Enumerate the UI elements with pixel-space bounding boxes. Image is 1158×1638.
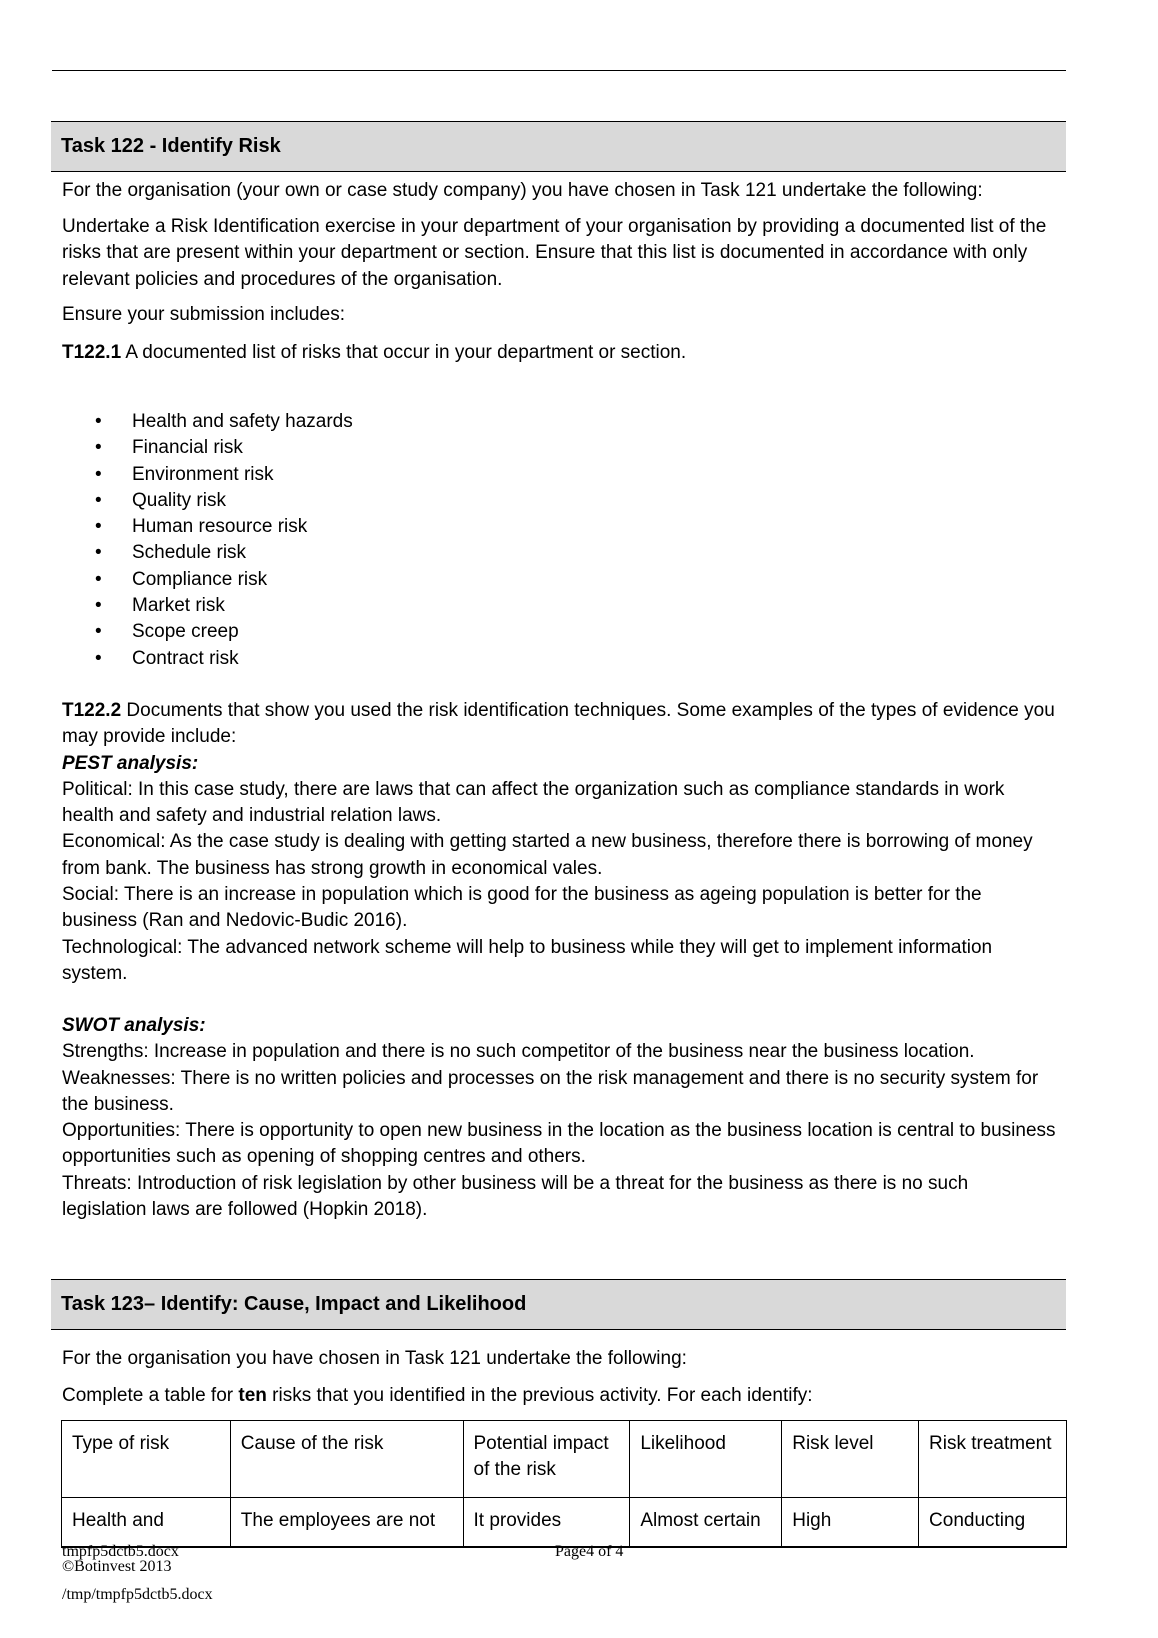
swot-strengths: Strengths: Increase in population and there is no such competitor of the business near the business location. xyxy=(62,1041,975,1063)
table-header-row xyxy=(62,1421,1067,1498)
risk-item-label: Financial risk xyxy=(132,437,243,459)
t122-2-text: Documents that show you used the risk identification techniques. Some examples of the types of evidence you may provide include: xyxy=(62,700,1055,748)
task-122-ensure: Ensure your submission includes: xyxy=(62,304,346,325)
list-item xyxy=(62,540,353,566)
bullet-icon: • xyxy=(95,463,102,485)
pest-technological: Technological: The advanced network scheme will help to business while they will get to implement information system. xyxy=(62,936,993,984)
table-header-cell: Risk treatment xyxy=(919,1421,1067,1498)
cell-text: High xyxy=(792,1510,832,1531)
list-item xyxy=(62,619,353,645)
t122-1-text: A documented list of risks that occur in your department or section. xyxy=(121,342,687,363)
t122-1-label: T122.1 xyxy=(62,342,122,363)
bullet-icon: • xyxy=(95,542,102,564)
list-item xyxy=(62,593,353,619)
bullet-icon: • xyxy=(95,489,102,511)
list-item xyxy=(62,514,353,540)
list-item xyxy=(62,409,353,435)
list-item xyxy=(62,462,353,488)
table-header-cell: Type of risk xyxy=(62,1421,231,1498)
swot-opportunities: Opportunities: There is opportunity to open new business in the location as the business location is central to business opportunities such as opening of shopping centres and others. xyxy=(62,1120,1056,1168)
footer-copyright: ©Botinvest 2013 xyxy=(62,1558,172,1575)
task-122-instruction: Undertake a Risk Identification exercise in your department of your organisation by providing a documented list of the risks that are present within your department or section. Ensure that this list is documented in accordance with only relevant policies and procedures of the organisation. xyxy=(62,216,1047,290)
table-row xyxy=(62,1498,1067,1548)
pest-economical: Economical: As the case study is dealing with getting started a new business, therefore there is borrowing of money from bank. The business has strong growth in economical vales. xyxy=(62,831,1033,879)
risk-item-label: Schedule risk xyxy=(132,542,247,564)
risk-item-label: Compliance risk xyxy=(132,568,268,590)
task-123-instr-bold: ten xyxy=(238,1385,267,1406)
bullet-icon: • xyxy=(95,647,102,669)
cell-text: Almost certain xyxy=(640,1510,761,1531)
task-123-instr-post: risks that you identified in the previous activity. For each identify: xyxy=(266,1385,813,1406)
bullet-icon: • xyxy=(95,568,102,590)
table-cell xyxy=(463,1498,630,1548)
pest-social: Social: There is an increase in population which is good for the business as ageing population is better for the business (Ran and Nedovic-Budic 2016). xyxy=(62,884,982,932)
risk-item-label: Environment risk xyxy=(132,463,274,485)
cell-text: Conducting xyxy=(929,1510,1026,1531)
bullet-icon: • xyxy=(95,621,102,643)
swot-weaknesses: Weaknesses: There is no written policies and processes on the risk management and there is no security system for the business. xyxy=(62,1067,1039,1115)
cell-text: Health and xyxy=(72,1510,164,1531)
risk-item-label: Market risk xyxy=(132,595,225,617)
bullet-icon: • xyxy=(95,437,102,459)
table-header-cell: Cause of the risk xyxy=(230,1421,463,1498)
footer-path: /tmp/tmpfp5dctb5.docx xyxy=(62,1586,213,1603)
footer-page-number: Page4 of 4 xyxy=(555,1543,624,1560)
risk-item-label: Scope creep xyxy=(132,621,239,643)
list-item xyxy=(62,567,353,593)
swot-section xyxy=(62,1013,1057,1223)
bullet-icon: • xyxy=(95,595,102,617)
table-cell xyxy=(630,1498,782,1548)
risk-list xyxy=(62,409,353,672)
t122-2-label: T122.2 xyxy=(62,700,122,721)
list-item xyxy=(62,435,353,461)
footer-filename: tmpfp5dctb5.docx xyxy=(62,1543,179,1560)
bullet-icon: • xyxy=(95,411,102,432)
list-item xyxy=(62,646,353,672)
t122-2-paragraph xyxy=(62,698,1057,751)
task-123-instr-pre: Complete a table for xyxy=(62,1385,239,1406)
risk-table xyxy=(61,1420,1067,1548)
table-header-cell: Risk level xyxy=(782,1421,919,1498)
pest-political: Political: In this case study, there are laws that can affect the organization such as compliance standards in work health and safety and industrial relation laws. xyxy=(62,778,1005,827)
cell-text: The employees are not xyxy=(240,1510,436,1531)
list-item xyxy=(62,488,353,514)
task-122-intro: For the organisation (your own or case study company) you have chosen in Task 121 undertake the following: xyxy=(62,180,983,201)
risk-item-label: Health and safety hazards xyxy=(132,411,353,432)
header-rule xyxy=(52,70,1066,71)
task-123-instruction xyxy=(62,1383,1057,1409)
cell-text: It provides xyxy=(473,1510,562,1531)
table-cell xyxy=(919,1498,1067,1548)
table-cell xyxy=(230,1498,463,1548)
footer-left xyxy=(62,1544,179,1574)
pest-title: PEST analysis: xyxy=(62,752,199,774)
risk-item-label: Human resource risk xyxy=(132,516,308,538)
table-cell xyxy=(782,1498,919,1548)
table-header-cell: Likelihood xyxy=(630,1421,782,1498)
swot-title: SWOT analysis: xyxy=(62,1015,206,1036)
task-122-header: Task 122 - Identify Risk xyxy=(51,121,1066,172)
table-header-cell: Potential impact of the risk xyxy=(463,1421,630,1498)
swot-threats: Threats: Introduction of risk legislation by other business will be a threat for the business as there is no such legislation laws are followed (Hopkin 2018). xyxy=(62,1172,969,1221)
risk-item-label: Quality risk xyxy=(132,489,226,511)
t122-2-section xyxy=(62,698,1057,987)
task-123-header: Task 123– Identify: Cause, Impact and Likelihood xyxy=(51,1279,1066,1330)
risk-item-label: Contract risk xyxy=(132,647,239,669)
bullet-icon: • xyxy=(95,516,102,538)
table-cell xyxy=(62,1498,231,1548)
t122-1-paragraph xyxy=(62,340,1057,366)
task-123-intro: For the organisation you have chosen in Task 121 undertake the following: xyxy=(62,1348,687,1369)
